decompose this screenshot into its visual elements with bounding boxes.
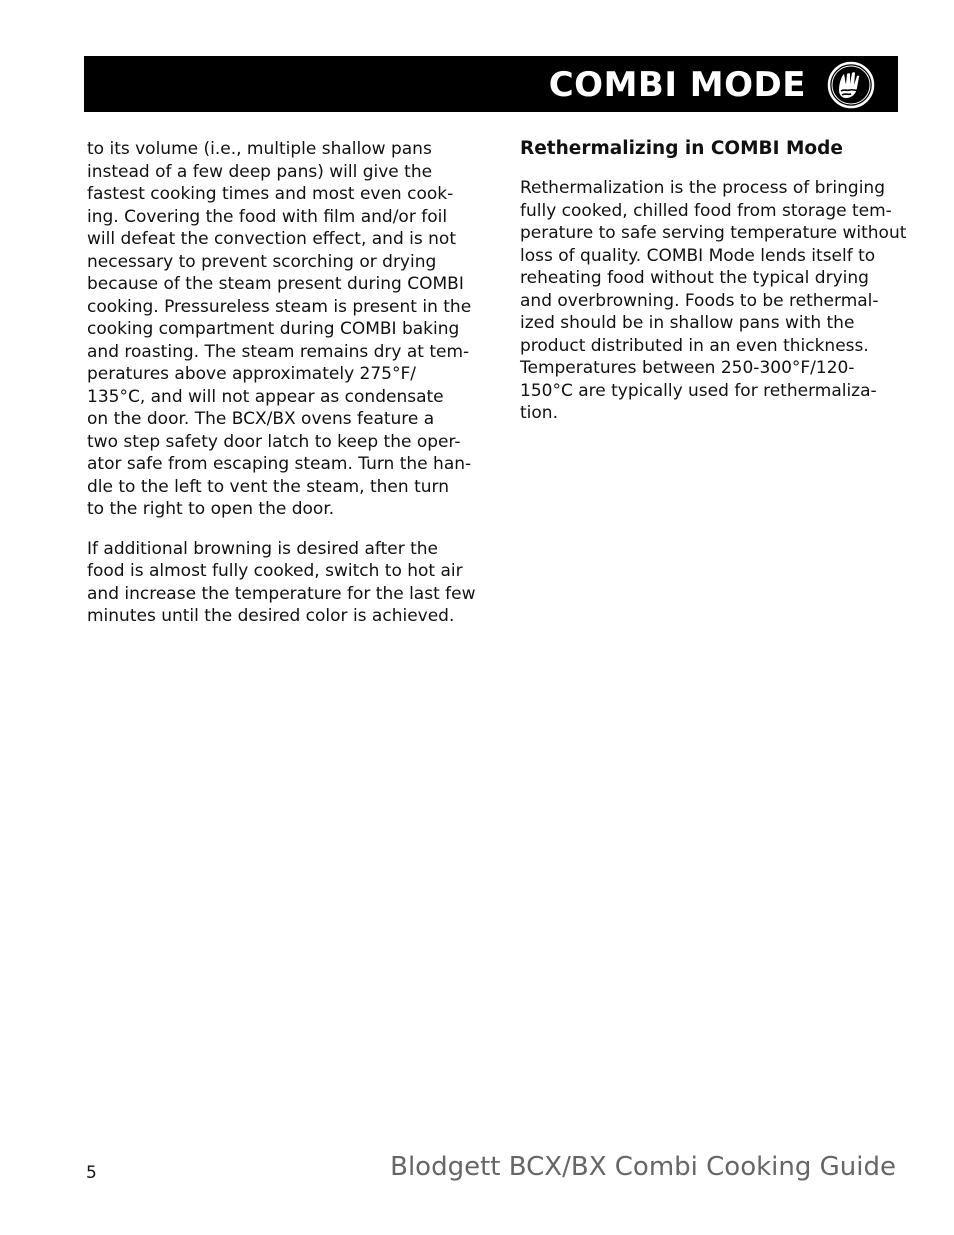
text-line: cooking compartment during COMBI baking bbox=[87, 319, 460, 339]
text-line: 150°C are typically used for rethermaliza- bbox=[520, 380, 877, 401]
text-line: to its volume (i.e., multiple shallow pans bbox=[87, 139, 432, 159]
text-line: to the right to open the door. bbox=[87, 499, 335, 519]
text-line: minutes until the desired color is achieved. bbox=[87, 606, 455, 626]
text-line: fastest cooking times and most even cook- bbox=[87, 184, 454, 204]
page-number: 5 bbox=[86, 1163, 97, 1183]
text-line: dle to the left to vent the steam, then turn bbox=[87, 476, 449, 497]
paragraph-cooking-notes bbox=[87, 138, 472, 521]
left-column bbox=[87, 138, 476, 645]
text-line: peratures above approximately 275°F/ bbox=[87, 364, 416, 384]
text-line: reheating food without the typical drying bbox=[520, 268, 869, 288]
text-line: tion. bbox=[520, 403, 558, 423]
text-line: instead of a few deep pans) will give the bbox=[87, 161, 433, 182]
paragraph-rethermalizing bbox=[520, 177, 907, 425]
text-line: loss of quality. COMBI Mode lends itself to bbox=[520, 245, 876, 266]
paragraph-browning bbox=[87, 538, 476, 628]
steam-hand-icon bbox=[826, 60, 876, 110]
text-line: will defeat the convection effect, and is not bbox=[87, 229, 456, 249]
text-line: If additional browning is desired after the bbox=[87, 538, 439, 559]
right-column bbox=[520, 138, 907, 442]
section-title: COMBI MODE bbox=[548, 65, 806, 105]
text-line: product distributed in an even thickness. bbox=[520, 335, 869, 356]
section-heading: Rethermalizing in COMBI Mode bbox=[520, 138, 843, 159]
text-line: ing. Covering the food with film and/or foil bbox=[87, 206, 448, 227]
text-line: fully cooked, chilled food from storage tem- bbox=[520, 200, 892, 221]
text-line: food is almost fully cooked, switch to hot air bbox=[87, 561, 463, 581]
text-line: and roasting. The steam remains dry at tem- bbox=[87, 341, 470, 362]
text-line: 135°C, and will not appear as condensate bbox=[87, 386, 444, 407]
text-line: because of the steam present during COMBI bbox=[87, 274, 464, 294]
text-line: ator safe from escaping steam. Turn the han- bbox=[87, 454, 472, 474]
text-line: and increase the temperature for the last few bbox=[87, 583, 476, 604]
text-line: cooking. Pressureless steam is present in the bbox=[87, 296, 472, 317]
footer-guide-title: Blodgett BCX/BX Combi Cooking Guide bbox=[390, 1152, 896, 1182]
text-line: perature to safe serving temperature without bbox=[520, 223, 907, 243]
text-line: necessary to prevent scorching or drying bbox=[87, 251, 437, 272]
text-line: Temperatures between 250-300°F/120- bbox=[520, 358, 855, 378]
text-line: Rethermalization is the process of bringing bbox=[520, 178, 885, 198]
section-header-bar bbox=[84, 56, 898, 112]
text-line: two step safety door latch to keep the oper- bbox=[87, 431, 461, 452]
text-line: on the door. The BCX/BX ovens feature a bbox=[87, 409, 435, 429]
text-line: and overbrowning. Foods to be rethermal- bbox=[520, 290, 879, 311]
text-line: ized should be in shallow pans with the bbox=[520, 313, 855, 333]
